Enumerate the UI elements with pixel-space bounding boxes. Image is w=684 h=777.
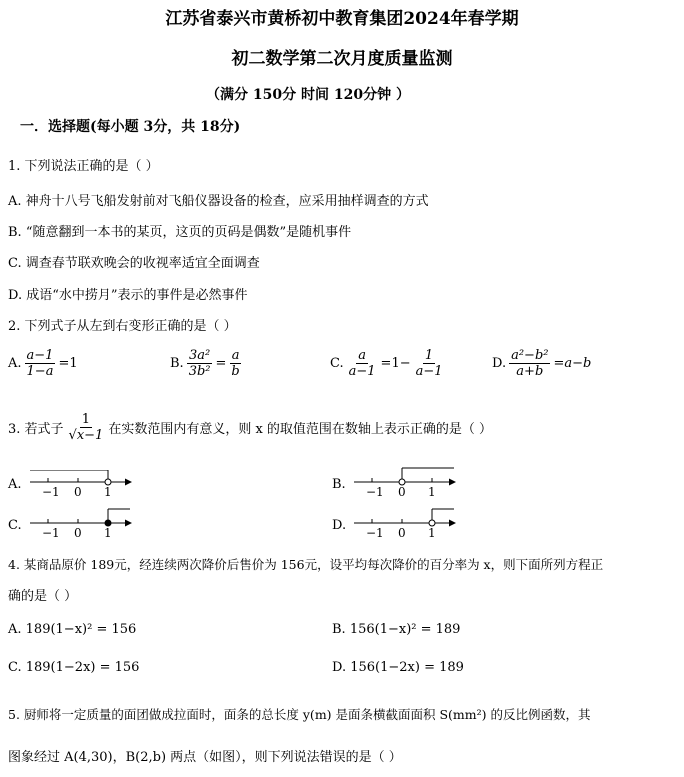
q2-a-numerator: a−1 <box>26 348 54 363</box>
q2-c-numerator2: 1 <box>424 348 434 363</box>
q1-option-a: A. 神舟十八号飞船发射前对飞船仪器设备的检查，应采用抽样调查的方式 <box>8 194 429 209</box>
q3-a-number-line <box>26 470 136 502</box>
q2-c-numerator: a <box>358 348 366 363</box>
q3-b-number-line <box>350 464 460 502</box>
q2-b-denominator2: b <box>231 364 240 379</box>
q2-b-equals: = <box>215 356 227 371</box>
q3-a-tick-neg1: −1 <box>42 485 60 499</box>
q2-option-d <box>492 348 591 379</box>
q3-d-tick-neg1: −1 <box>366 526 384 540</box>
q3-d-tick-1: 1 <box>428 526 436 540</box>
q3-c-tick-1: 1 <box>104 526 112 540</box>
q2-b-fraction-left <box>187 348 213 379</box>
q2-c-label: C. <box>330 356 344 371</box>
exam-title: 初二数学第二次月度质量监测 <box>231 49 453 69</box>
q3-b-tick-neg1: −1 <box>366 485 384 499</box>
q3-a-label: A. <box>8 477 22 492</box>
q2-c-fraction-left <box>347 348 378 379</box>
q1-stem: 1. 下列说法正确的是（ ） <box>8 159 159 174</box>
q1-option-b: B. “随意翻到一本书的某页，这页的页码是偶数”是随机事件 <box>8 225 352 240</box>
q3-c-label: C. <box>8 518 22 533</box>
q2-b-numerator: 3a² <box>188 348 211 363</box>
q2-option-b <box>170 348 242 379</box>
q2-a-fraction <box>25 348 56 379</box>
section-heading: 一．选择题(每小题 3分，共 18分) <box>20 119 241 135</box>
exam-info: （满分 150分 时间 120分钟 ） <box>206 87 410 103</box>
q3-suffix: 在实数范围内有意义，则 x 的取值范围在数轴上表示正确的是（ ） <box>108 422 493 437</box>
q2-b-label: B. <box>170 356 184 371</box>
q3-stem <box>8 412 492 443</box>
q2-c-denominator2: a−1 <box>415 364 443 379</box>
q5-stem-line2: 图象经过 A(4,30)，B(2,b) 两点（如图），则下列说法错误的是（ ） <box>8 750 402 765</box>
q2-d-label: D. <box>492 356 507 371</box>
q2-d-rhs: =a−b <box>553 356 592 371</box>
q2-option-a <box>8 348 78 379</box>
q4-stem-line2: 确的是（ ） <box>8 589 78 604</box>
q4-option-c: C. 189(1−2x) = 156 <box>8 660 140 675</box>
q2-d-numerator: a²−b² <box>511 348 549 363</box>
q2-a-rhs: =1 <box>58 356 78 371</box>
q3-b-tick-0: 0 <box>398 485 406 499</box>
q3-c-tick-neg1: −1 <box>42 526 60 540</box>
q2-d-fraction <box>509 348 550 379</box>
q2-a-label: A. <box>8 356 22 371</box>
q3-b-label: B. <box>332 477 346 492</box>
q2-d-denominator: a+b <box>516 364 544 379</box>
q2-option-c <box>330 348 445 379</box>
q2-b-numerator2: a <box>231 348 240 363</box>
exam-school-title: 江苏省泰兴市黄桥初中教育集团2024年春学期 <box>165 9 519 29</box>
q4-option-a: A. 189(1−x)² = 156 <box>8 622 137 637</box>
q3-d-number-line <box>350 505 460 543</box>
q3-a-tick-0: 0 <box>74 485 82 499</box>
q3-b-tick-1: 1 <box>428 485 436 499</box>
q4-option-b: B. 156(1−x)² = 189 <box>332 622 461 637</box>
q3-prefix: 3. 若式子 <box>8 422 64 437</box>
q3-numerator: 1 <box>81 412 91 427</box>
q3-d-label: D. <box>332 518 347 533</box>
q2-b-fraction-right <box>229 348 241 379</box>
q3-d-tick-0: 0 <box>398 526 406 540</box>
q3-denominator: √x−1 <box>68 428 104 443</box>
q4-stem-line1: 4. 某商品原价 189元，经连续两次降价后售价为 156元，设平均每次降价的百分率为 x，则下面所列方程正 <box>8 557 604 572</box>
q2-c-fraction-right <box>414 348 445 379</box>
q2-stem: 2. 下列式子从左到右变形正确的是（ ） <box>8 319 237 334</box>
q3-a-tick-1: 1 <box>104 485 112 499</box>
q2-a-denominator: 1−a <box>26 364 54 379</box>
q3-c-tick-0: 0 <box>74 526 82 540</box>
q2-c-equals: =1− <box>380 356 411 371</box>
q1-option-d: D. 成语“水中捞月”表示的事件是必然事件 <box>8 288 248 303</box>
q3-c-number-line <box>26 505 136 543</box>
q2-c-denominator: a−1 <box>348 364 376 379</box>
q2-b-denominator: 3b² <box>188 364 211 379</box>
q1-option-c: C. 调查春节联欢晚会的收视率适宜全面调查 <box>8 256 260 271</box>
q4-option-d: D. 156(1−2x) = 189 <box>332 660 464 675</box>
q5-stem-line1: 5. 厨师将一定质量的面团做成拉面时，面条的总长度 y(m) 是面条横截面面积 S(mm²) 的反比例函数，其 <box>8 707 591 722</box>
q3-fraction <box>67 412 106 443</box>
